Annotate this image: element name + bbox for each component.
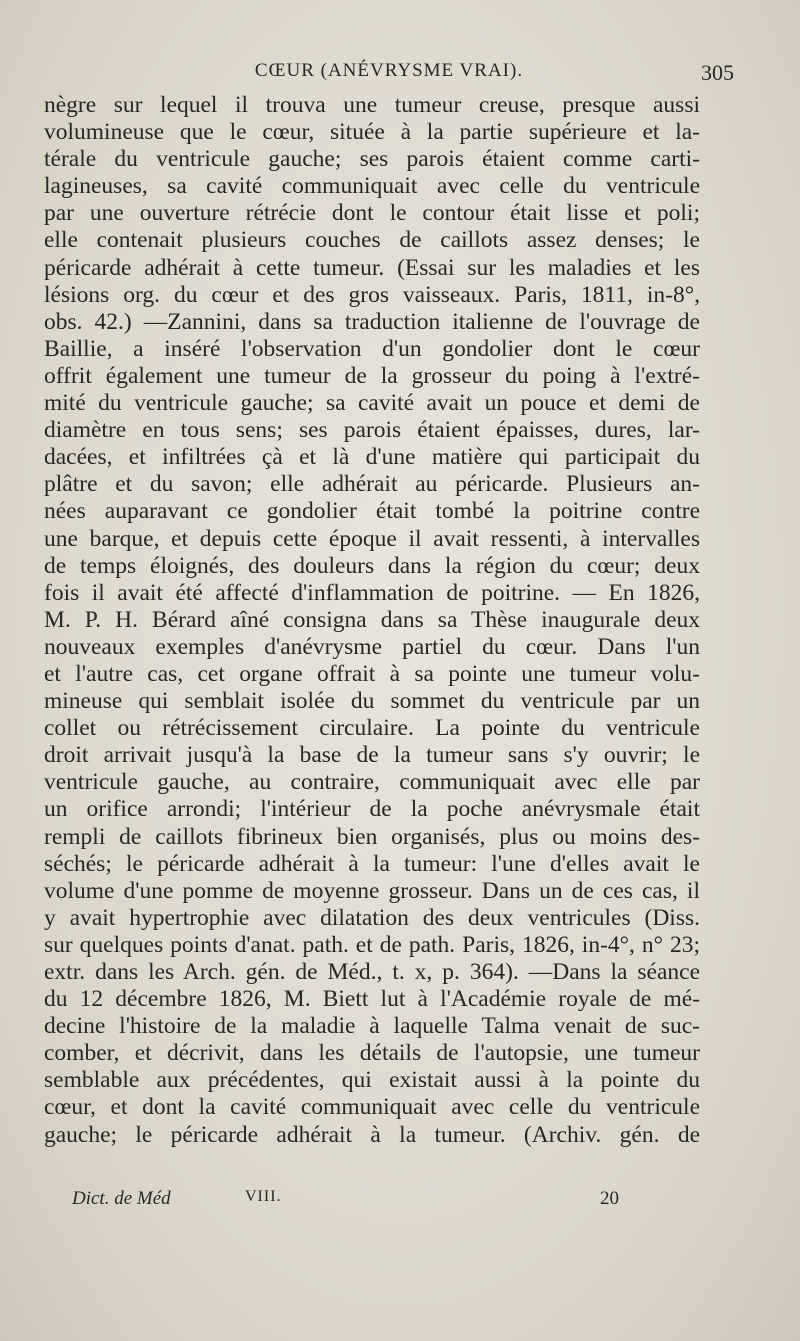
text-line: un orifice arrondi; l'intérieur de la poche anévrysmale était <box>44 796 700 823</box>
text-line: par une ouverture rétrécie dont le contour était lisse et poli; <box>44 200 700 227</box>
signature-title: Dict. de Méd <box>72 1188 171 1209</box>
text-line: dacées, et infiltrées çà et là d'une matière qui participait du <box>44 444 700 471</box>
page-footer <box>72 1188 632 1218</box>
text-line: térale du ventricule gauche; ses parois étaient comme carti- <box>44 146 700 173</box>
text-line: séchés; le péricarde adhérait à la tumeur: l'une d'elles avait le <box>44 850 700 877</box>
text-line: nègre sur lequel il trouva une tumeur creuse, presque aussi <box>44 92 700 118</box>
text-line: lagineuses, sa cavité communiquait avec celle du ventricule <box>44 173 700 200</box>
text-line: cœur, et dont la cavité communiquait avec celle du ventricule <box>44 1094 700 1121</box>
text-line: comber, et décrivit, dans les détails de l'autopsie, une tumeur <box>44 1040 700 1067</box>
text-line: gauche; le péricarde adhérait à la tumeur. (Archiv. gén. de <box>44 1121 700 1148</box>
page-number: 305 <box>701 60 734 85</box>
text-line: M. P. H. Bérard aîné consigna dans sa Thèse inaugurale deux <box>44 606 700 633</box>
text-line: une barque, et depuis cette époque il avait ressenti, à intervalles <box>44 525 700 552</box>
text-line: volume d'une pomme de moyenne grosseur. Dans un de ces cas, il <box>44 877 700 904</box>
text-line: y avait hypertrophie avec dilatation des deux ventricules (Diss. <box>44 904 700 931</box>
text-line: collet ou rétrécissement circulaire. La pointe du ventricule <box>44 715 700 742</box>
text-line: offrit également une tumeur de la grosseur du poing à l'extré- <box>44 362 700 389</box>
text-line: de temps éloignés, des douleurs dans la région du cœur; deux <box>44 552 700 579</box>
text-line: obs. 42.) —Zannini, dans sa traduction italienne de l'ouvrage de <box>44 308 700 335</box>
body-text <box>44 92 700 1149</box>
text-line: ventricule gauche, au contraire, communiquait avec elle par <box>44 769 700 796</box>
text-line: droit arrivait jusqu'à la base de la tumeur sans s'y ouvrir; le <box>44 742 700 769</box>
page-header <box>44 60 734 92</box>
text-line: et l'autre cas, cet organe offrait à sa pointe une tumeur volu- <box>44 660 700 687</box>
text-line: mineuse qui semblait isolée du sommet du ventricule par un <box>44 688 700 715</box>
text-line: volumineuse que le cœur, située à la partie supérieure et la- <box>44 119 700 146</box>
text-line: mité du ventricule gauche; sa cavité avait un pouce et demi de <box>44 390 700 417</box>
text-line: decine l'histoire de la maladie à laquelle Talma venait de suc- <box>44 1013 700 1040</box>
text-line: fois il avait été affecté d'inflammation de poitrine. — En 1826, <box>44 579 700 606</box>
text-line: plâtre et du savon; elle adhérait au péricarde. Plusieurs an- <box>44 471 700 498</box>
text-line: péricarde adhérait à cette tumeur. (Essai sur les maladies et les <box>44 254 700 281</box>
text-line: semblable aux précédentes, qui existait aussi à la pointe du <box>44 1067 700 1094</box>
running-title: CŒUR (ANÉVRYSME VRAI). <box>254 60 524 81</box>
text-line: Baillie, a inséré l'observation d'un gondolier dont le cœur <box>44 335 700 362</box>
text-line: du 12 décembre 1826, M. Biett lut à l'Académie royale de mé- <box>44 986 700 1013</box>
text-line: diamètre en tous sens; ses parois étaient épaisses, dures, lar- <box>44 417 700 444</box>
text-line: nées auparavant ce gondolier était tombé la poitrine contre <box>44 498 700 525</box>
text-line: nouveaux exemples d'anévrysme partiel du cœur. Dans l'un <box>44 633 700 660</box>
text-line: elle contenait plusieurs couches de caillots assez denses; le <box>44 227 700 254</box>
text-line: extr. dans les Arch. gén. de Méd., t. x, p. 364). —Dans la séance <box>44 959 700 985</box>
text-line: sur quelques points d'anat. path. et de path. Paris, 1826, in-4°, n° 23; <box>44 931 700 958</box>
text-line: rempli de caillots fibrineux bien organisés, plus ou moins des- <box>44 823 700 850</box>
signature-number: 20 <box>600 1188 619 1209</box>
signature-volume: VIII. <box>245 1188 282 1205</box>
text-line: lésions org. du cœur et des gros vaisseaux. Paris, 1811, in-8°, <box>44 281 700 308</box>
